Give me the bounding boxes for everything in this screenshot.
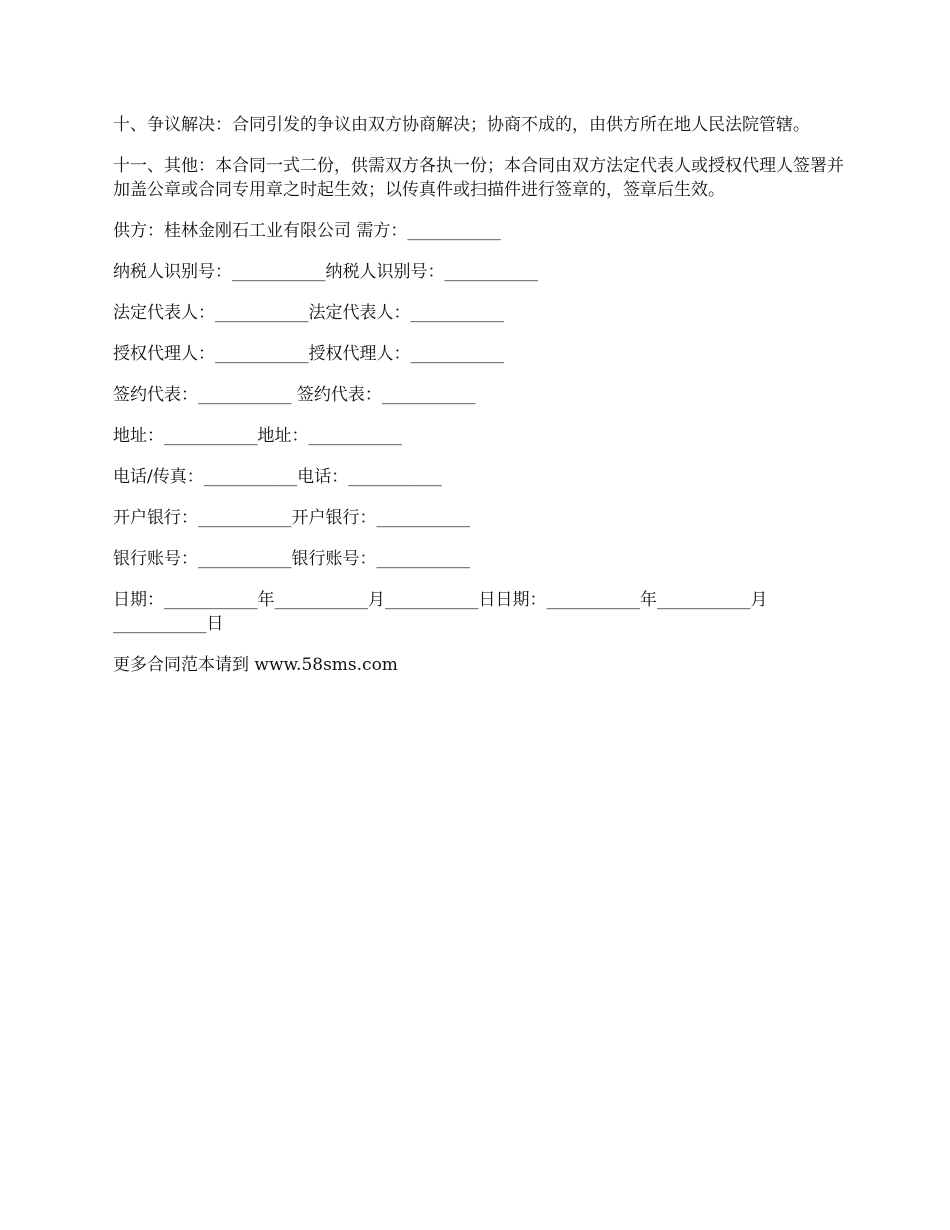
signature-line-tax-id: 纳税人识别号：___________纳税人识别号：___________ <box>113 262 538 282</box>
signature-line-supplier: 供方：桂林金刚石工业有限公司 需方：___________ <box>113 221 501 241</box>
clause-other-terms: 十一、其他：本合同一式二份，供需双方各执一份；本合同由双方法定代表人或授权代理人签署并加盖公章或合同专用章之时起生效；以传真件或扫描件进行签章的，签章后生效。 <box>113 156 844 200</box>
date-line: 日期：___________年___________月___________日日期：___________年___________月___________日 <box>113 590 768 634</box>
signature-line-phone-fax: 电话/传真：___________电话：___________ <box>113 467 442 487</box>
signature-line-bank-account: 银行账号：___________银行账号：___________ <box>113 549 470 569</box>
signature-line-authorized-agent: 授权代理人：___________授权代理人：___________ <box>113 344 504 364</box>
footer-link-text: 更多合同范本请到 www.58sms.com <box>113 655 398 675</box>
signature-block <box>113 219 849 571</box>
document-content <box>113 113 849 677</box>
signature-line-bank: 开户银行：___________开户银行：___________ <box>113 508 470 528</box>
signature-line-legal-rep: 法定代表人：___________法定代表人：___________ <box>113 303 504 323</box>
signature-line-signing-rep: 签约代表：___________ 签约代表：___________ <box>113 385 476 405</box>
signature-line-address: 地址：___________地址：___________ <box>113 426 402 446</box>
clause-dispute-resolution: 十、争议解决：合同引发的争议由双方协商解决；协商不成的，由供方所在地人民法院管辖。 <box>113 115 810 135</box>
